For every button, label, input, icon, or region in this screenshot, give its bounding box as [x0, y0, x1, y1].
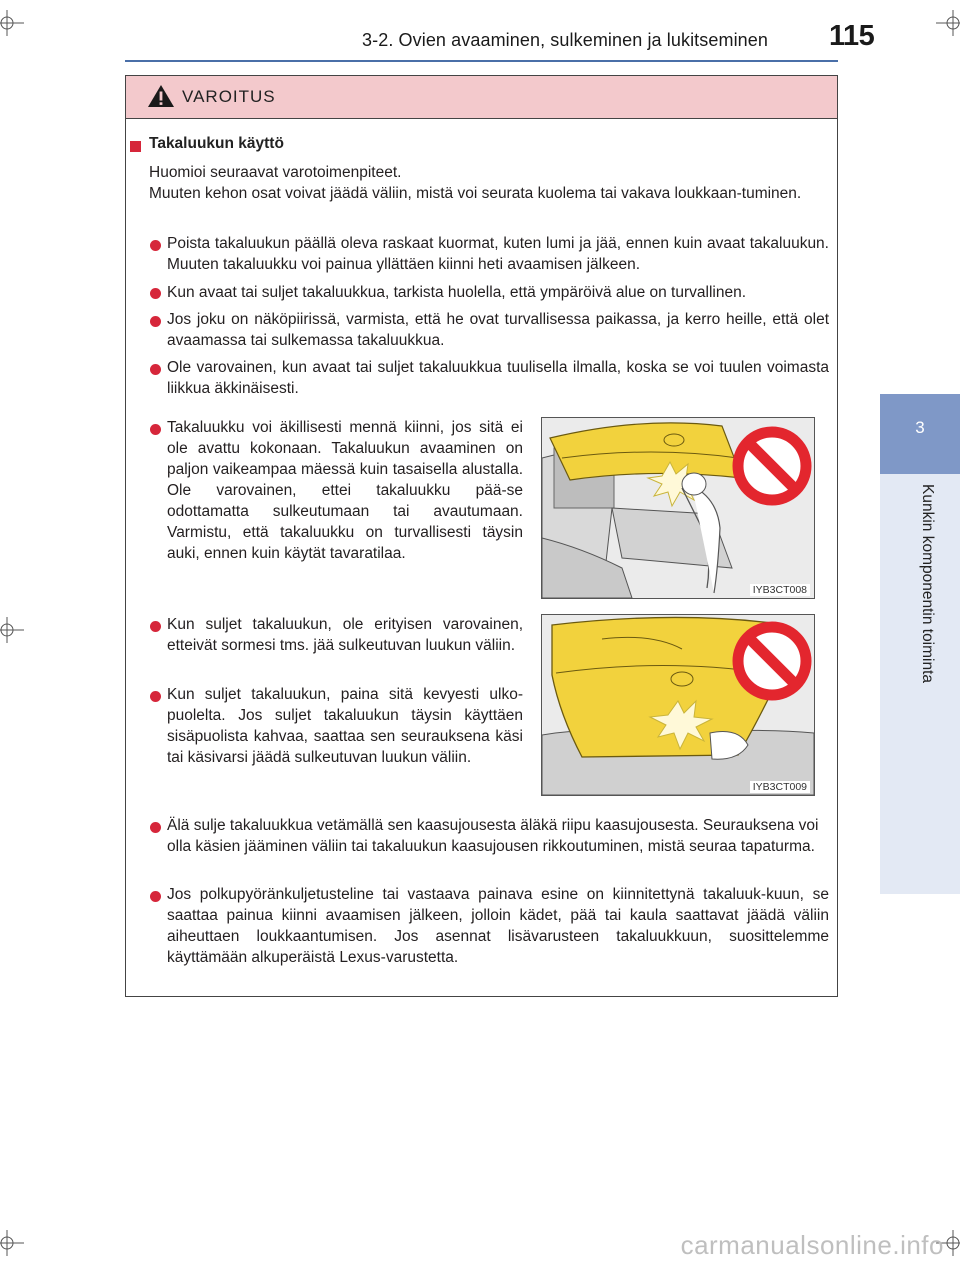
registration-crosshair-icon: [0, 10, 26, 36]
bullet-dot: [150, 288, 161, 299]
bullet-text: Kun avaat tai suljet takaluukkua, tarkista huolella, että ympäröivä alue on turvallinen.: [167, 284, 747, 301]
header-rule: [125, 60, 838, 62]
tailgate-open-illustration: [541, 417, 815, 599]
bullet-text: Jos polkupyöränkuljetusteline tai vastaava painava esine on kiinnitettynä takaluuk-kuun, se saattaa painua kiinni avaamisen jälkeen, jolloin kädet, pää tai kaula saattavat jäädä väliin aiheuttaen loukkaantumisen. Jos asennat lisävarusteen takaluukkuun, suosittelemme käyttämään alkuperäistä Lexus-varustetta.: [167, 886, 829, 966]
bullet-dot: [150, 822, 161, 833]
prohibition-icon: [732, 621, 812, 706]
bullet-text: Poista takaluukun päällä oleva raskaat kuormat, kuten lumi ja jää, ennen kuin avaat takaluukun. Muuten takaluukku voi painua yllättäen kiinni heti avaamisen jälkeen.: [167, 235, 829, 273]
bullet-dot: [150, 364, 161, 375]
bullet-text: Kun suljet takaluukun, paina sitä kevyesti ulko-puolelta. Jos suljet takaluukun täysin käyttäen sisäpuolista kahvaa, saattaa sen seurauksena käsi tai käsivarsi jäädä sulkeutuvan luukun väliin.: [167, 686, 523, 766]
watermark: carmanualsonline.info: [680, 1230, 944, 1260]
chapter-number: 3: [915, 418, 925, 437]
intro-paragraph: Huomioi seuraavat varotoimenpiteet. Muuten kehon osat voivat jäädä väliin, mistä voi seurata kuolema tai vakava loukkaan-tuminen.: [149, 164, 802, 202]
chapter-title: Kunkin komponentin toiminta: [919, 484, 936, 684]
warning-label: VAROITUS: [182, 87, 276, 106]
bullet-text: Kun suljet takaluukun, ole erityisen varovainen, etteivät sormesi tms. jää sulkeutuvan luukun väliin.: [167, 616, 523, 654]
bullet-text: Älä sulje takaluukkua vetämällä sen kaasujousesta äläkä riipu kaasujousesta. Seurauksena voi olla käsien jääminen väliin tai takaluukun kaasujousen rikkoutuminen, mistä seuraa tapaturma.: [167, 817, 819, 855]
bullet-dot: [150, 424, 161, 435]
warning-header: [126, 76, 837, 119]
figure-code: IYB3CT009: [750, 781, 810, 793]
registration-crosshair-icon: [0, 1230, 26, 1256]
bullet-text: Jos joku on näköpiirissä, varmista, että he ovat turvallisessa paikassa, ja kerro heille, että olet avaamassa tai sulkemassa takaluukkua.: [167, 311, 829, 349]
section-title: 3-2. Ovien avaaminen, sulkeminen ja lukitseminen: [362, 30, 769, 50]
bullet-dot: [150, 691, 161, 702]
figure-code: IYB3CT008: [750, 584, 810, 596]
page-number: 115: [829, 20, 875, 52]
bullet-dot: [150, 621, 161, 632]
bullet-dot: [150, 316, 161, 327]
bullet-dot: [150, 891, 161, 902]
bullet-text: Takaluukku voi äkillisesti mennä kiinni, jos sitä ei ole avattu kokonaan. Takaluukun avaaminen on paljon vaikeampaa mäessä kuin tasaisella alustalla. Ole varovainen, ettei takaluukku pää-se odottamatta sulkeutumaan tai avautumaan. Varmistu, että takaluukku on turvallisesti täysin auki, ennen kuin käytät tavaratilaa.: [167, 419, 523, 562]
registration-crosshair-icon: [934, 10, 960, 36]
registration-crosshair-icon: [0, 617, 26, 643]
section-marker: [130, 141, 141, 152]
warning-triangle-icon: [147, 84, 175, 113]
bullet-dot: [150, 240, 161, 251]
section-heading: Takaluukun käyttö: [149, 135, 284, 152]
prohibition-icon: [732, 426, 812, 511]
bullet-text: Ole varovainen, kun avaat tai suljet takaluukkua tuulisella ilmalla, koska se voi tuulen voimasta liikkua äkkinäisesti.: [167, 359, 829, 397]
tailgate-closing-illustration: [541, 614, 815, 796]
